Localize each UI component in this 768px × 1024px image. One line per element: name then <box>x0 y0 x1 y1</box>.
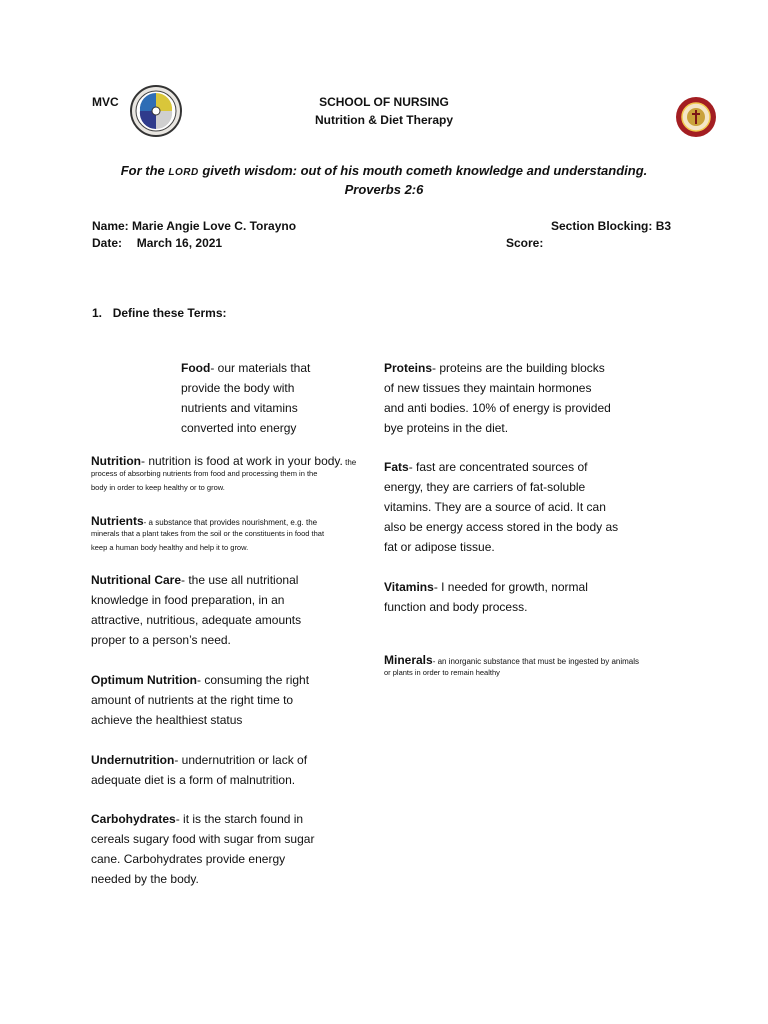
term-title: Undernutrition <box>91 753 175 767</box>
term-line: converted into energy <box>181 421 297 435</box>
term-line: keep a human body healthy and help it to grow. <box>91 543 249 552</box>
section-value: B3 <box>655 219 672 233</box>
term-fats <box>384 457 684 557</box>
quote-text-start: For the <box>120 163 169 178</box>
quote-text-end: giveth wisdom: out of his mouth cometh knowledge and understanding. <box>198 163 648 178</box>
section-label: Section Blocking: <box>551 219 653 233</box>
term-title: Food <box>181 361 211 375</box>
term-line: and anti bodies. 10% of energy is provided <box>384 401 611 415</box>
term-line: bye proteins in the diet. <box>384 421 509 435</box>
term-line: - nutrition is food at work in your body. <box>141 454 343 468</box>
question-heading <box>92 306 227 320</box>
term-line: needed by the body. <box>91 872 199 886</box>
nursing-seal-icon <box>675 96 717 138</box>
term-title: Nutrients <box>91 514 144 528</box>
term-nutrients <box>91 511 391 555</box>
term-line: - undernutrition or lack of <box>174 753 308 767</box>
term-nutritional-care <box>91 570 391 650</box>
term-line: - consuming the right <box>196 673 310 687</box>
name-label: Name: <box>92 219 129 233</box>
quote-reference: Proverbs 2:6 <box>344 182 424 197</box>
term-optimum-nutrition <box>91 670 391 730</box>
term-line: proper to a person’s need. <box>91 633 231 647</box>
term-line: body in order to keep healthy or to grow. <box>91 483 225 492</box>
school-name: SCHOOL OF NURSING <box>319 95 449 109</box>
term-line: nutrients and vitamins <box>181 401 298 415</box>
question-number: 1. <box>92 306 103 320</box>
term-line: cereals sugary food with sugar from sugar <box>91 832 315 846</box>
term-minerals <box>384 650 684 680</box>
question-text: Define these Terms: <box>112 306 227 320</box>
term-undernutrition <box>91 750 391 790</box>
term-title: Optimum Nutrition <box>91 673 197 687</box>
date-line <box>92 236 222 250</box>
term-line: the <box>342 458 357 467</box>
term-line: function and body process. <box>384 600 528 614</box>
term-title: Nutrition <box>91 454 141 468</box>
term-line: - I needed for growth, normal <box>433 580 588 594</box>
term-line: - our materials that <box>210 361 311 375</box>
term-line: - the use all nutritional <box>181 573 299 587</box>
date-value: March 16, 2021 <box>136 236 223 250</box>
term-line: of new tissues they maintain hormones <box>384 381 592 395</box>
term-line: attractive, nutritious, adequate amounts <box>91 613 302 627</box>
term-line: knowledge in food preparation, in an <box>91 593 285 607</box>
term-line: - a substance that provides nourishment, e.g. the <box>143 518 318 527</box>
name-line <box>92 219 296 233</box>
bible-quote <box>60 163 708 178</box>
term-line: amount of nutrients at the right time to <box>91 693 294 707</box>
term-line: minerals that a plant takes from the soil or the constituents in food that <box>91 529 325 538</box>
term-line: also be energy access stored in the body as <box>384 520 619 534</box>
term-title: Vitamins <box>384 580 434 594</box>
term-line: adequate diet is a form of malnutrition. <box>91 773 296 787</box>
term-line: - proteins are the building blocks <box>432 361 605 375</box>
term-line: fat or adipose tissue. <box>384 540 495 554</box>
name-value: Marie Angie Love C. Torayno <box>132 219 297 233</box>
term-line: achieve the healthiest status <box>91 713 243 727</box>
mvc-seal-icon <box>130 85 182 137</box>
term-title: Proteins <box>384 361 433 375</box>
term-nutrition <box>91 451 391 495</box>
term-title: Carbohydrates <box>91 812 176 826</box>
section-line <box>551 219 671 233</box>
term-line: process of absorbing nutrients from food and processing them in the <box>91 469 318 478</box>
term-line: energy, they are carriers of fat-soluble <box>384 480 586 494</box>
date-label: Date: <box>92 236 123 250</box>
term-proteins <box>384 358 684 438</box>
term-line: provide the body with <box>181 381 295 395</box>
term-vitamins <box>384 577 684 617</box>
term-line: - an inorganic substance that must be ingested by animals <box>432 657 640 666</box>
term-line: - it is the starch found in <box>175 812 304 826</box>
term-title: Minerals <box>384 653 433 667</box>
score-label: Score: <box>506 236 544 250</box>
term-line: or plants in order to remain healthy <box>384 668 500 677</box>
term-line: - fast are concentrated sources of <box>408 460 588 474</box>
quote-lord: LORD <box>168 167 199 178</box>
school-abbrev: MVC <box>92 95 119 109</box>
term-carbohydrates <box>91 809 391 889</box>
term-title: Fats <box>384 460 409 474</box>
term-line: vitamins. They are a source of acid. It can <box>384 500 606 514</box>
term-food <box>181 358 381 438</box>
term-line: cane. Carbohydrates provide energy <box>91 852 286 866</box>
course-name: Nutrition & Diet Therapy <box>314 113 453 127</box>
term-title: Nutritional Care <box>91 573 182 587</box>
